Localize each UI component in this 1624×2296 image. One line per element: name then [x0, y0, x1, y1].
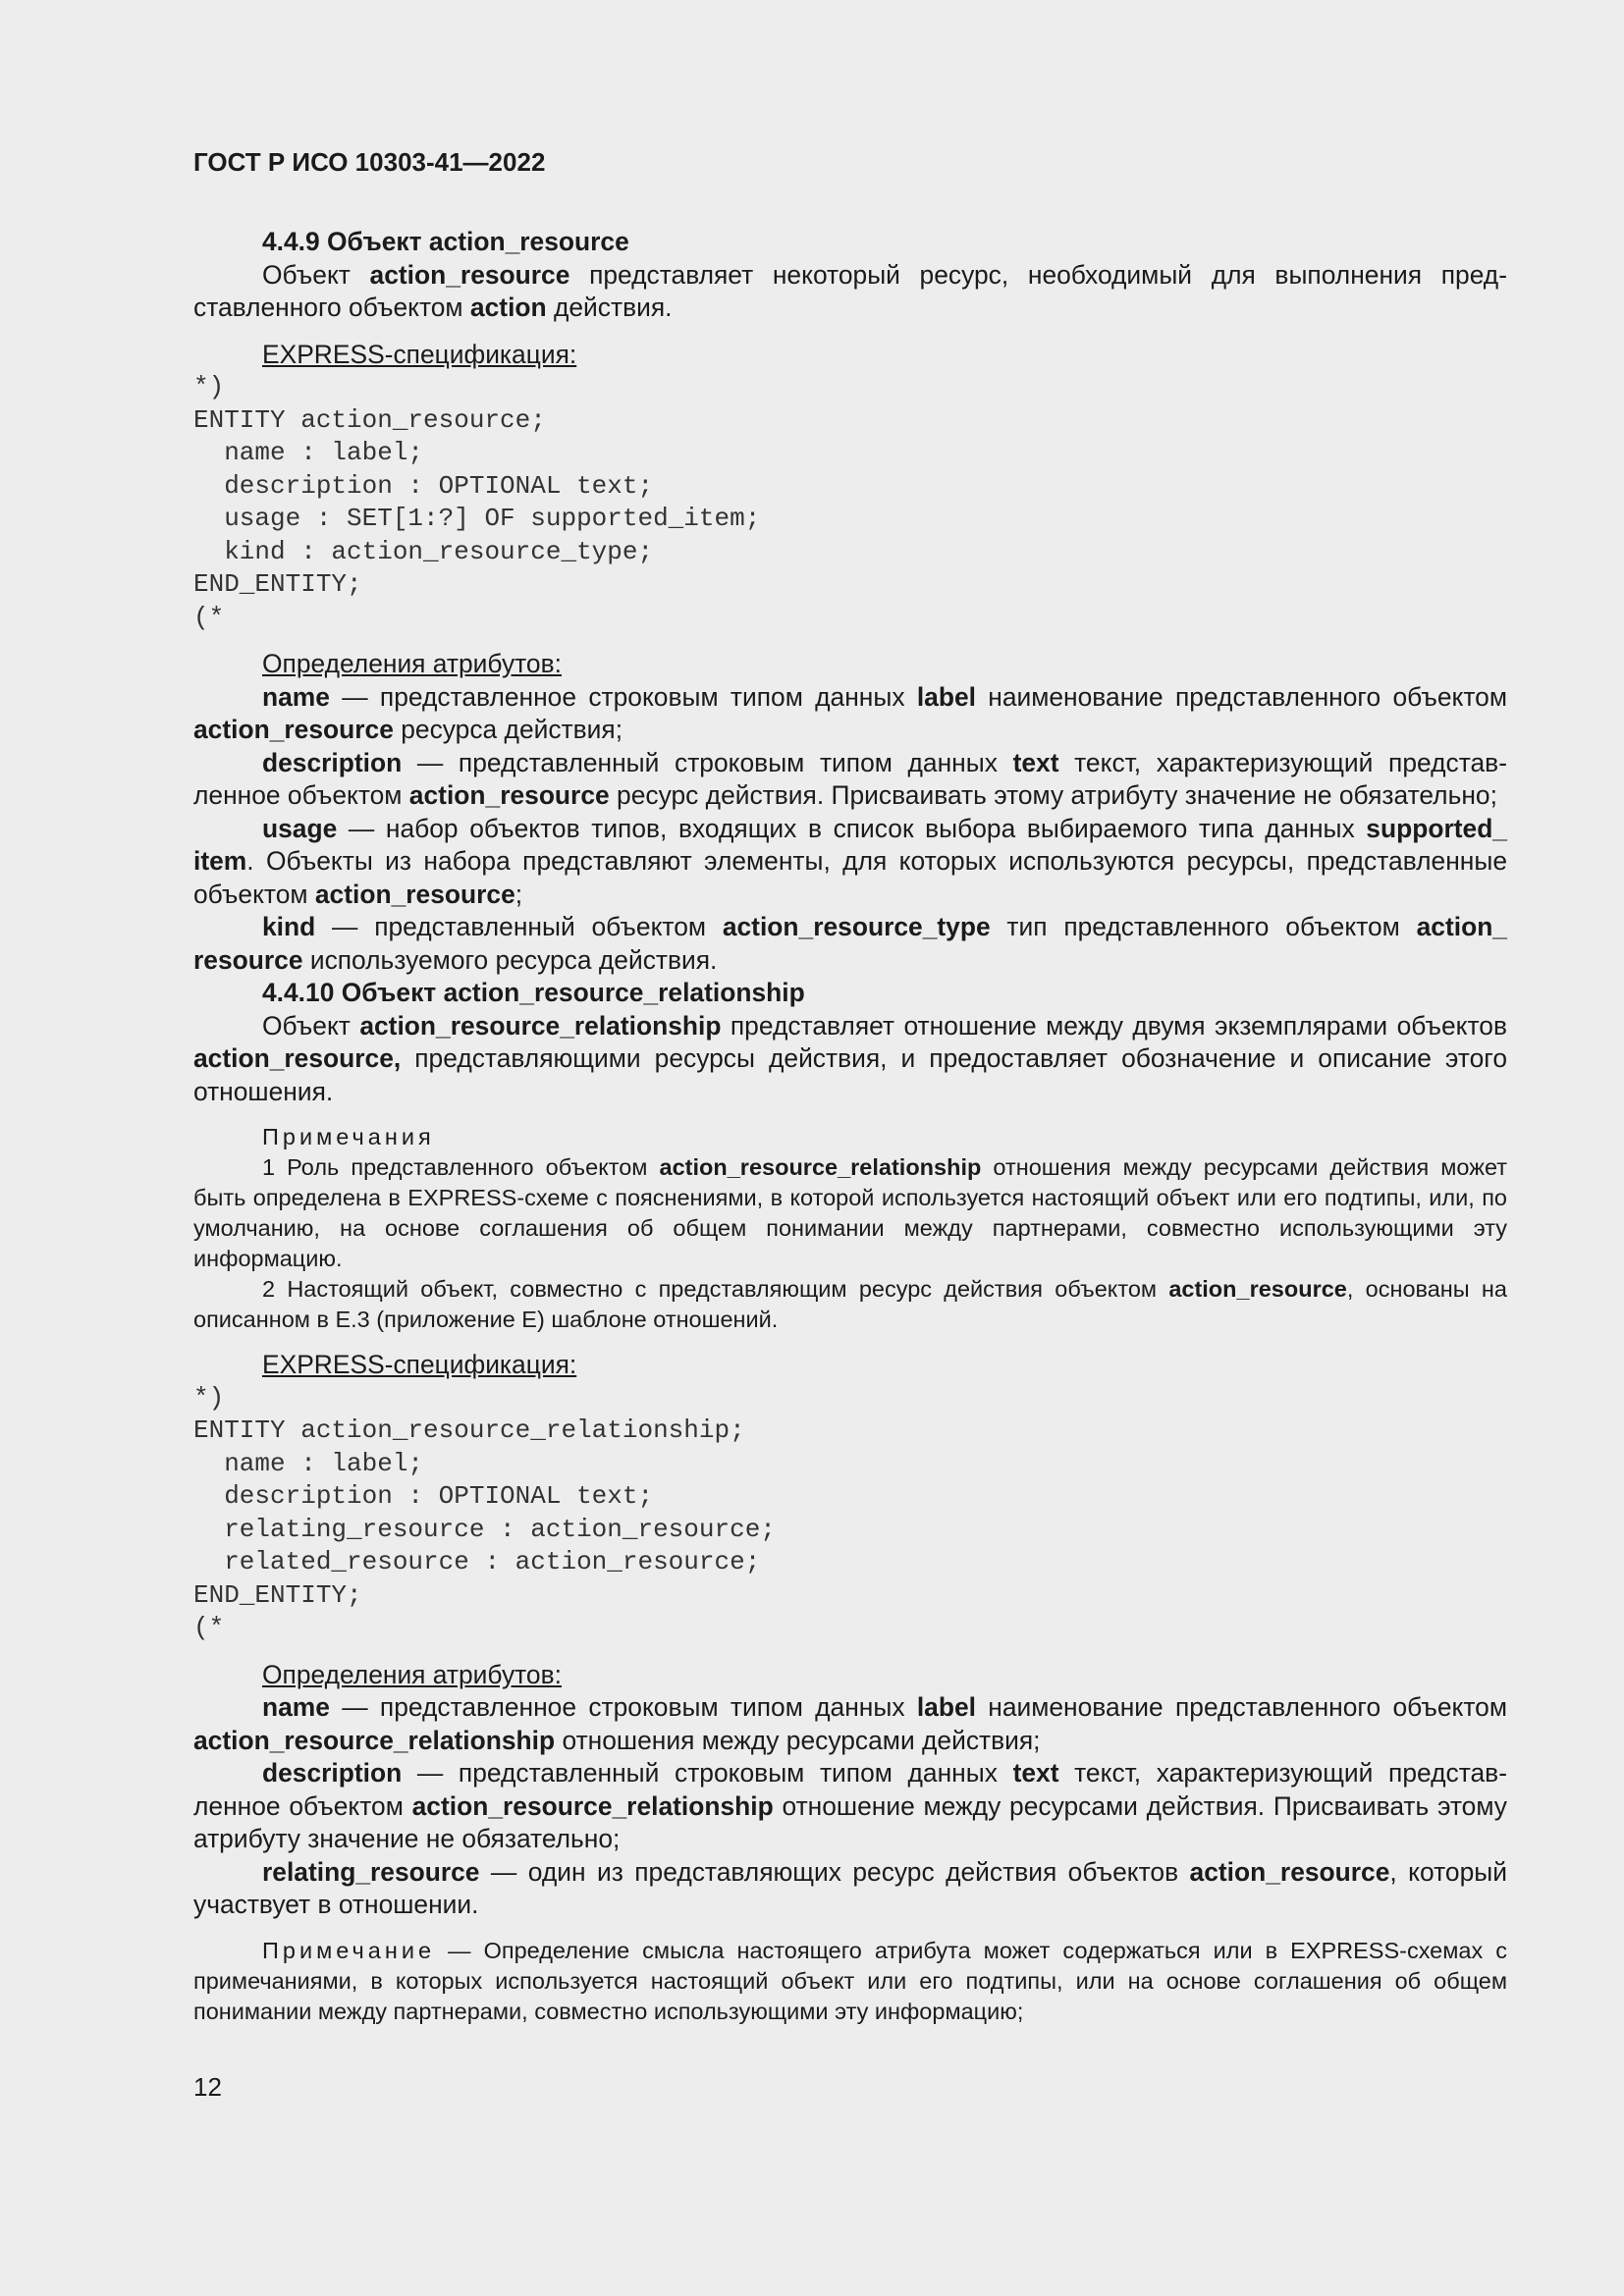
final-note — [193, 1936, 1507, 2027]
note-1: 1 Роль представленного объектом action_resource_relationship отношения между ресурсами действия может быть определена в EXPRESS-схеме с пояснениями, в которой используется настоящий объект или его подтипы, или, по умолчанию, на основе соглашения об общем понимании между партнерами, совместно использующими эту информацию. — [193, 1154, 1507, 1271]
notes-title: Примечания — [262, 1124, 435, 1149]
attribute-definition-relating-resource: relating_resource — один из представляющих ресурс действия объектов action_resource, который участвует в отношении. — [193, 1856, 1507, 1919]
final-note-label: Примечание — [262, 1937, 436, 1963]
final-note-text: — Определение смысла настоящего атрибута может содержаться или в EXPRESS-схемах с примечаниями, в которых используется настоящий объект или его подтипы, или на основе соглашения об общем понимании между партнерами, совместно использующими эту информацию; — [193, 1937, 1507, 2024]
attribute-definition-name: name — представленное строковым типом данных label наименование представленного объектом action_resource_relationship отношения между ресурсами действия; — [193, 1692, 1507, 1755]
express-spec-label: EXPRESS-спецификация: — [262, 1350, 577, 1379]
express-code-block: *) ENTITY action_resource_relationship; name : label; description : OPTIONAL text; relating_resource : action_resource; related_resource : action_resource; END_ENTITY; (* — [193, 1382, 776, 1642]
document-header: ГОСТ Р ИСО 10303-41—2022 — [193, 147, 546, 177]
attribute-definitions-label: Определения атрибутов: — [262, 649, 562, 678]
attribute-definition-description: description — представленный строковым типом данных text текст, характеризующий представленное объектом action_resource ресурс действия. Присваивать этому атрибуту значение не обязательно; — [193, 747, 1507, 810]
attribute-definitions-label: Определения атрибутов: — [262, 1659, 562, 1689]
page-number: 12 — [193, 2072, 222, 2102]
attribute-definition-description: description — представленный строковым типом данных text текст, характеризующий представленное объектом action_resource_relationship отношение между ресурсами действия. Присваивать этому атрибуту значение не обязательно; — [193, 1758, 1507, 1853]
attribute-definition-kind: kind — представленный объектом action_resource_type тип представленного объектом action_ resource используемого ресурса действия. — [193, 912, 1507, 975]
attribute-definition-usage: usage — набор объектов типов, входящих в список выбора выбираемого типа данных supported_ item. Объекты из набора представляют элементы, для которых используются ресурсы, представленные объектом action_resource; — [193, 813, 1507, 909]
section-intro-4-4-10: Объект action_resource_relationship представляет отношение между двумя экземплярами объектов action_resource, представляющими ресурсы действия, и предоставляет обозначение и описание этого отношения. — [193, 1010, 1507, 1106]
note-2: 2 Настоящий объект, совместно с представляющим ресурс действия объектом action_resource, основаны на описанном в Е.3 (приложение Е) шаблоне отношений. — [193, 1276, 1507, 1332]
attribute-definition-name: name — представленное строковым типом данных label наименование представленного объектом action_resource ресурса действия; — [193, 681, 1507, 744]
express-spec-label: EXPRESS-спецификация: — [262, 339, 577, 369]
notes-block — [193, 1152, 1507, 1335]
section-intro-4-4-9: Объект action_resource представляет некоторый ресурс, необходимый для выполнения представленного объектом action действия. — [193, 259, 1507, 322]
page-content — [193, 226, 1507, 2027]
section-heading-4-4-10: 4.4.10 Объект action_resource_relationship — [262, 978, 805, 1007]
section-heading-4-4-9: 4.4.9 Объект action_resource — [262, 227, 629, 256]
express-code-block: *) ENTITY action_resource; name : label; description : OPTIONAL text; usage : SET[1:?] OF supported_item; kind : action_resource_type; END_ENTITY; (* — [193, 372, 761, 632]
